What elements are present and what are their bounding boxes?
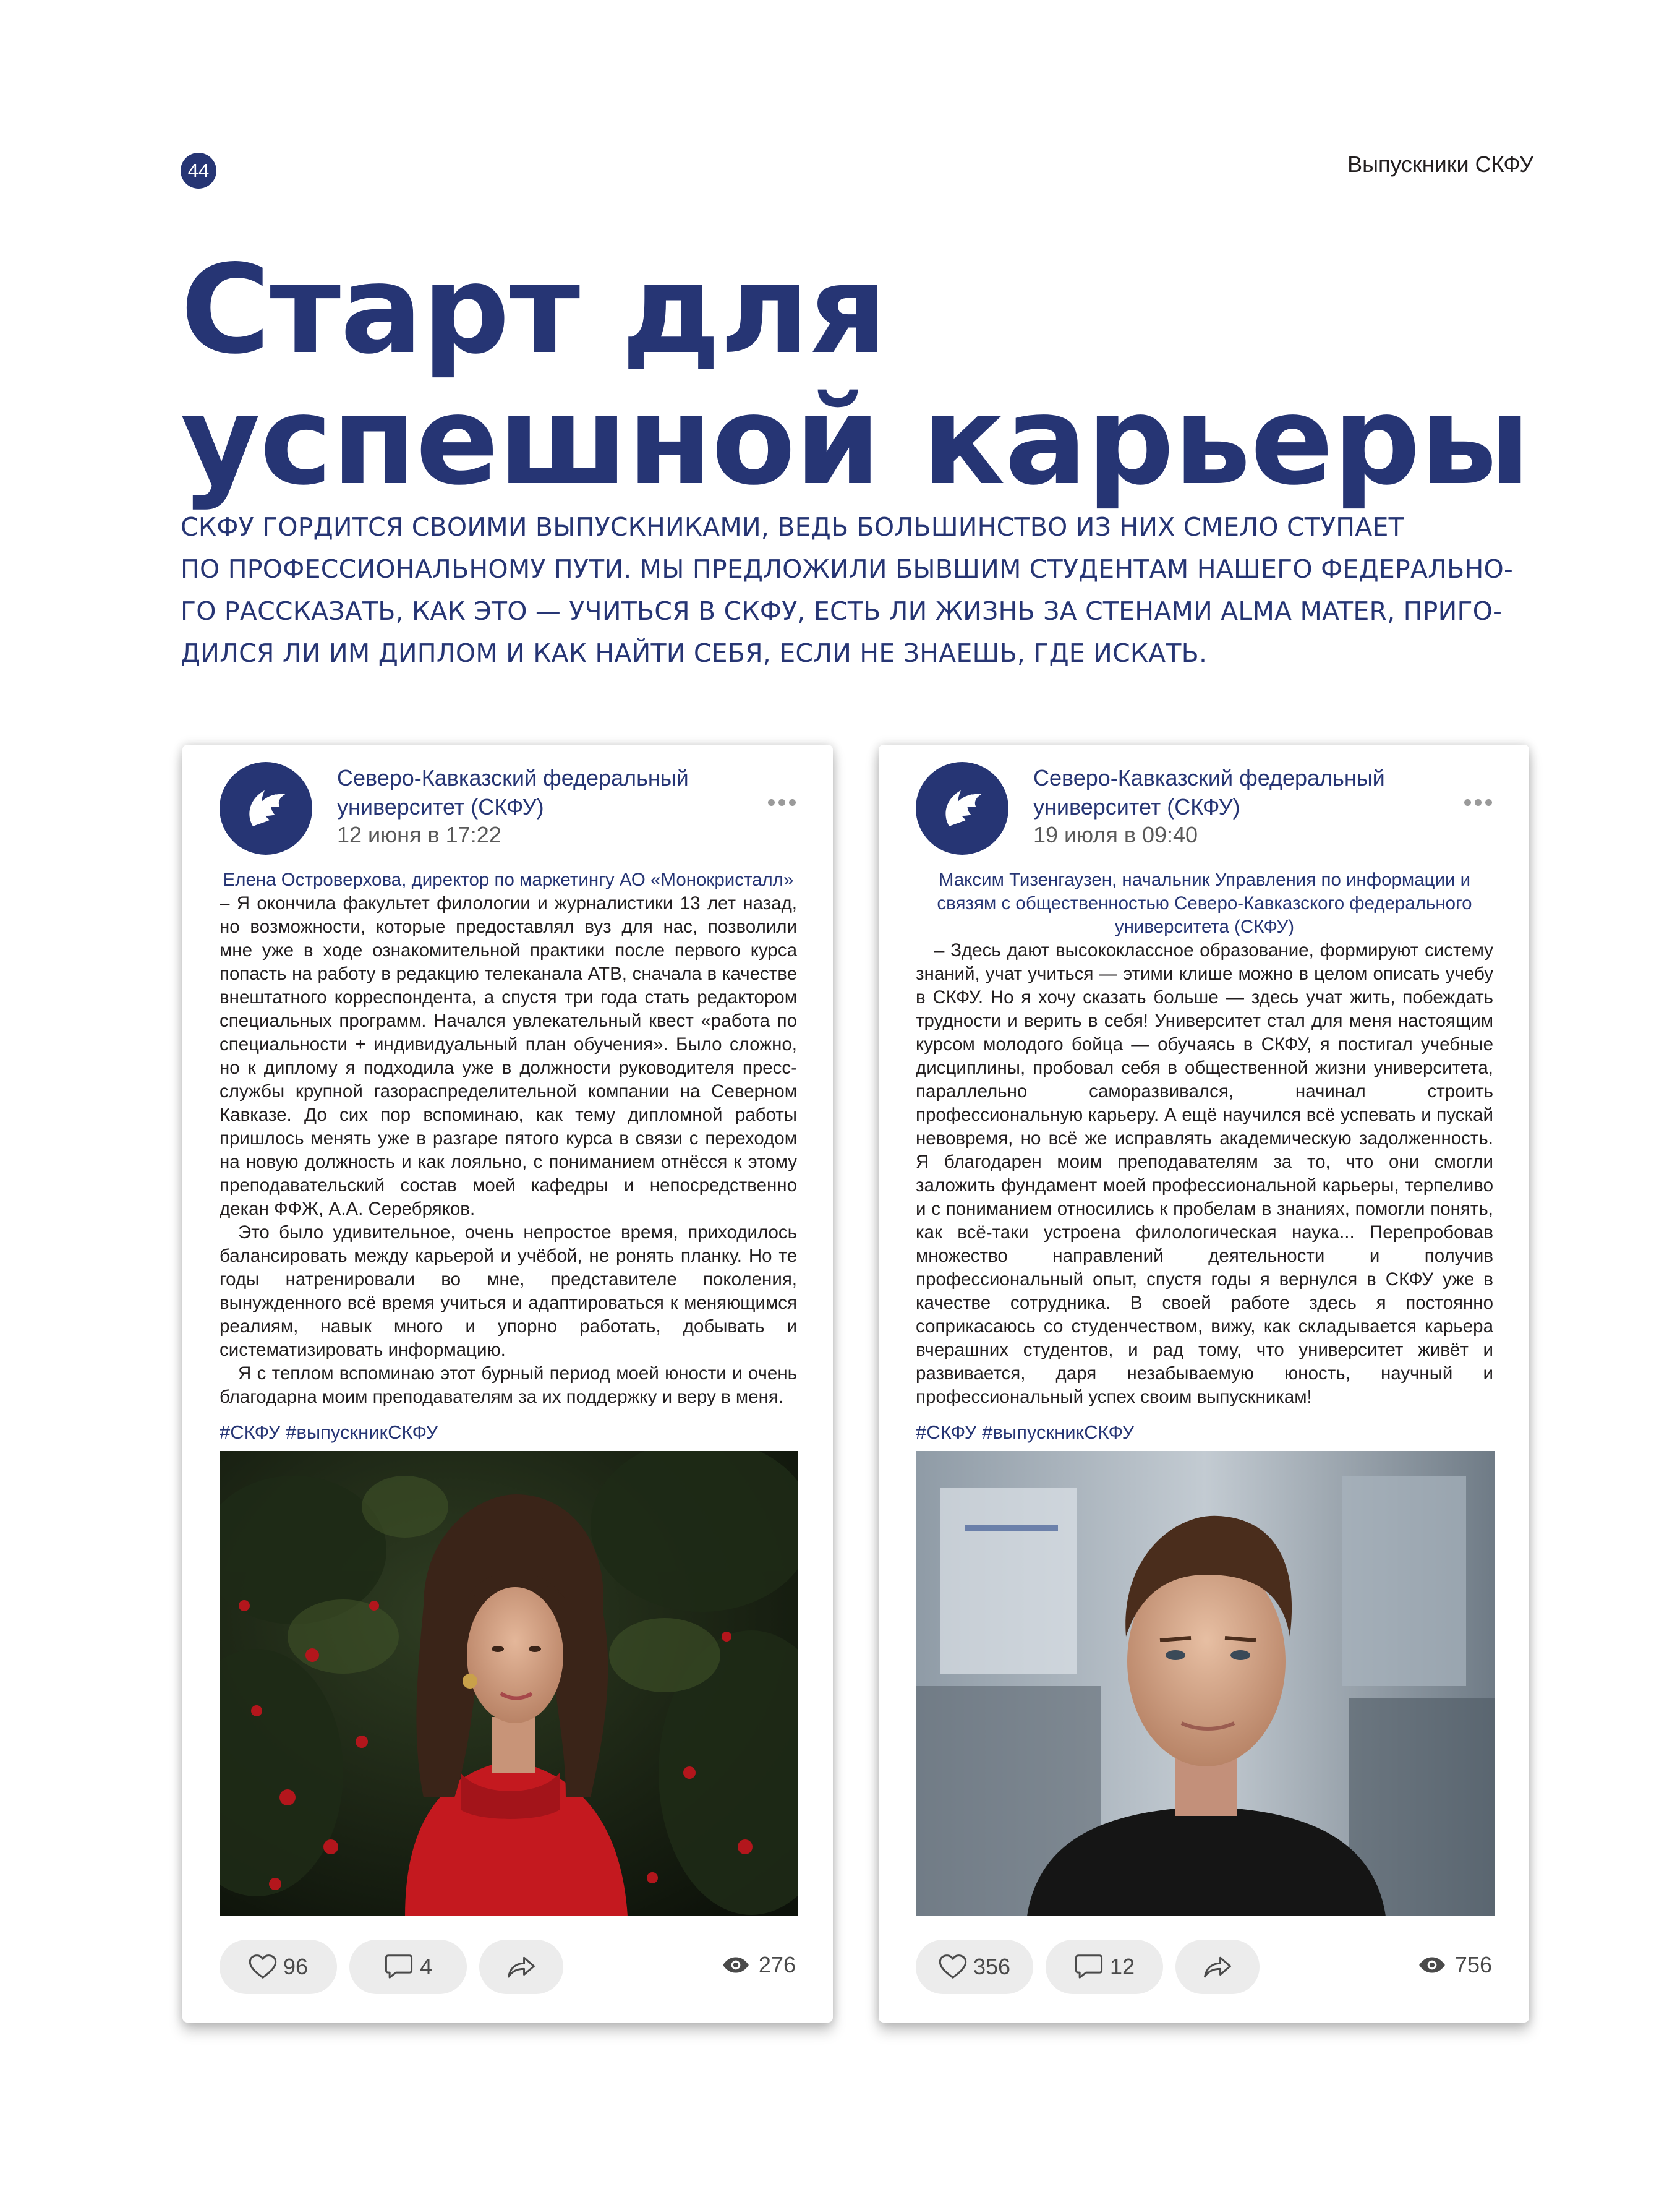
page-number: 44 xyxy=(187,160,210,181)
post-date[interactable]: 12 июня в 17:22 xyxy=(337,822,501,847)
lead-line: ПО ПРОФЕССИОНАЛЬНОМУ ПУТИ. МЫ ПРЕДЛОЖИЛИ БЫВШИМ СТУДЕНТАМ НАШЕГО ФЕДЕРАЛЬНО- xyxy=(181,554,1513,584)
view-count: 756 xyxy=(1454,1952,1492,1977)
comment-count: 4 xyxy=(419,1954,433,1979)
lead-line: СКФУ ГОРДИТСЯ СВОИМИ ВЫПУСКНИКАМИ, ВЕДЬ БОЛЬШИНСТВО ИЗ НИХ СМЕЛО СТУПАЕТ xyxy=(181,512,1404,542)
lead-paragraph xyxy=(181,506,1541,674)
portrait-woman-image xyxy=(220,1451,798,1916)
eye-icon xyxy=(1418,1956,1446,1974)
post-quote-author: Максим Тизенгаузен, начальник Управления по информации и связям с общественностью Северо-Кавказского федерального университета (СКФУ) xyxy=(937,870,1472,937)
like-count: 96 xyxy=(283,1954,309,1979)
comment-icon xyxy=(384,1953,414,1980)
share-icon xyxy=(506,1954,537,1980)
bird-logo-icon xyxy=(234,776,298,841)
portrait-man-image xyxy=(916,1451,1495,1916)
more-options-icon[interactable] xyxy=(1464,799,1492,806)
post-paragraph: – Здесь дают высококлассное образование, формируют систему знаний, учат учиться — этими клише можно в целом описать учебу в СКФУ. Но я хочу сказать больше — здесь учат жить, побеждать трудности и верить в себя! Университет стал для меня настоящим курсом молодого бойца — обучаясь в СКФУ, я постигал учебные дисциплины, пробовал себя в общественной жизни университета, параллельно саморазвивался, начинал строить профессиональную карьеру. А ещё научился всё успевать и пускай невовремя, но всё же исправлять академическую задолженность. Я благодарен моим преподавателям за то, что они смогли заложить фундамент моей профессиональной карьеры, терпеливо и с пониманием относились к пробелам в знаниях, помогли понять, как всё-таки устроена филологическая наука... Перепробовав множество направлений деятельности и получив профессиональный опыт, спустя годы я вернулся в СКФУ уже в качестве сотрудника. В своей работе здесь я постоянно соприкасаюсь со студенчеством, вижу, как складывается карьера вчерашних студентов, и рад тому, что университет живёт и развивается, даря незабываемую юность, научный и профессиональный успех своим выпускникам! xyxy=(916,940,1493,1407)
post-hashtags[interactable]: #СКФУ #выпускникСКФУ xyxy=(916,1421,1135,1443)
page-number-badge xyxy=(181,153,216,189)
post-author-org[interactable]: Северо-Кавказский федеральный университет (СКФУ) xyxy=(1033,765,1385,820)
heart-icon xyxy=(939,1954,967,1980)
lead-line: ГО РАССКАЗАТЬ, КАК ЭТО — УЧИТЬСЯ В СКФУ, ЕСТЬ ЛИ ЖИЗНЬ ЗА СТЕНАМИ ALMA MATER, ПРИГО- xyxy=(181,596,1503,626)
share-icon xyxy=(1202,1954,1233,1980)
post-paragraph: Я с теплом вспоминаю этот бурный период моей юности и очень благодарна моим преподавателям за их поддержку и веру в меня. xyxy=(220,1363,797,1407)
post-text xyxy=(220,868,797,1409)
post-card-tizengauzen xyxy=(879,745,1529,2023)
post-card-ostroverkhova xyxy=(182,745,833,2023)
post-paragraph: – Я окончила факультет филологии и журналистики 13 лет назад, но возможности, которые предоставлял вуз для нас, позволили мне уже в ходе ознакомительной практики после первого курса попасть на работу в редакцию телеканала АТВ, сначала в качестве внештатного корреспондента, а спустя три года стать редактором специальных программ. Начался увлекательный квест «работа по специальности + индивидуальный план обучения». Было сложно, но к диплому я подходила уже в должности руководителя пресс-службы крупной газораспределительной компании на Северном Кавказе. До сих пор вспоминаю, как тему дипломной работы пришлось менять уже в разгаре пятого курса в связи с переходом на новую должность и как лояльно, с пониманием отнёсся к этому преподавательский состав моей кафедры и непосредственно декан ФФЖ, А.А. Серебряков. xyxy=(220,893,797,1219)
views-counter xyxy=(722,1952,796,1978)
like-button[interactable] xyxy=(220,1940,337,1994)
eye-icon xyxy=(722,1956,750,1974)
post-quote-author: Елена Островерхова, директор по маркетингу АО «Монокристалл» xyxy=(223,870,794,890)
post-photo[interactable] xyxy=(916,1451,1495,1916)
post-text xyxy=(916,868,1493,1409)
post-paragraph: Это было удивительное, очень непростое время, приходилось балансировать между карьерой и учёбой, не ронять планку. Но те годы натренировали во мне, представителе поколения, вынужденного всё время учиться и адаптироваться к меняющимся реалиям, навык много и упорно работать, добывать и систематизировать информацию. xyxy=(220,1222,797,1360)
university-logo-avatar[interactable] xyxy=(916,762,1008,855)
comment-button[interactable] xyxy=(349,1940,467,1994)
post-author-org[interactable]: Северо-Кавказский федеральный университет (СКФУ) xyxy=(337,765,689,820)
views-counter xyxy=(1418,1952,1492,1978)
post-photo[interactable] xyxy=(220,1451,798,1916)
like-count: 356 xyxy=(973,1954,1011,1979)
more-options-icon[interactable] xyxy=(768,799,796,806)
lead-line: ДИЛСЯ ЛИ ИМ ДИПЛОМ И КАК НАЙТИ СЕБЯ, ЕСЛИ НЕ ЗНАЕШЬ, ГДЕ ИСКАТЬ. xyxy=(181,638,1208,668)
share-button[interactable] xyxy=(479,1940,563,1994)
comment-button[interactable] xyxy=(1046,1940,1163,1994)
bird-logo-icon xyxy=(930,776,994,841)
university-logo-avatar[interactable] xyxy=(220,762,312,855)
comment-icon xyxy=(1074,1953,1104,1980)
share-button[interactable] xyxy=(1175,1940,1260,1994)
view-count: 276 xyxy=(758,1952,796,1977)
post-hashtags[interactable]: #СКФУ #выпускникСКФУ xyxy=(220,1421,438,1443)
section-title: Выпускники СКФУ xyxy=(1347,152,1533,177)
post-date[interactable]: 19 июля в 09:40 xyxy=(1033,822,1198,847)
article-title: Старт для успешной карьеры xyxy=(181,238,1530,512)
heart-icon xyxy=(249,1954,277,1980)
comment-count: 12 xyxy=(1109,1954,1135,1979)
like-button[interactable] xyxy=(916,1940,1033,1994)
